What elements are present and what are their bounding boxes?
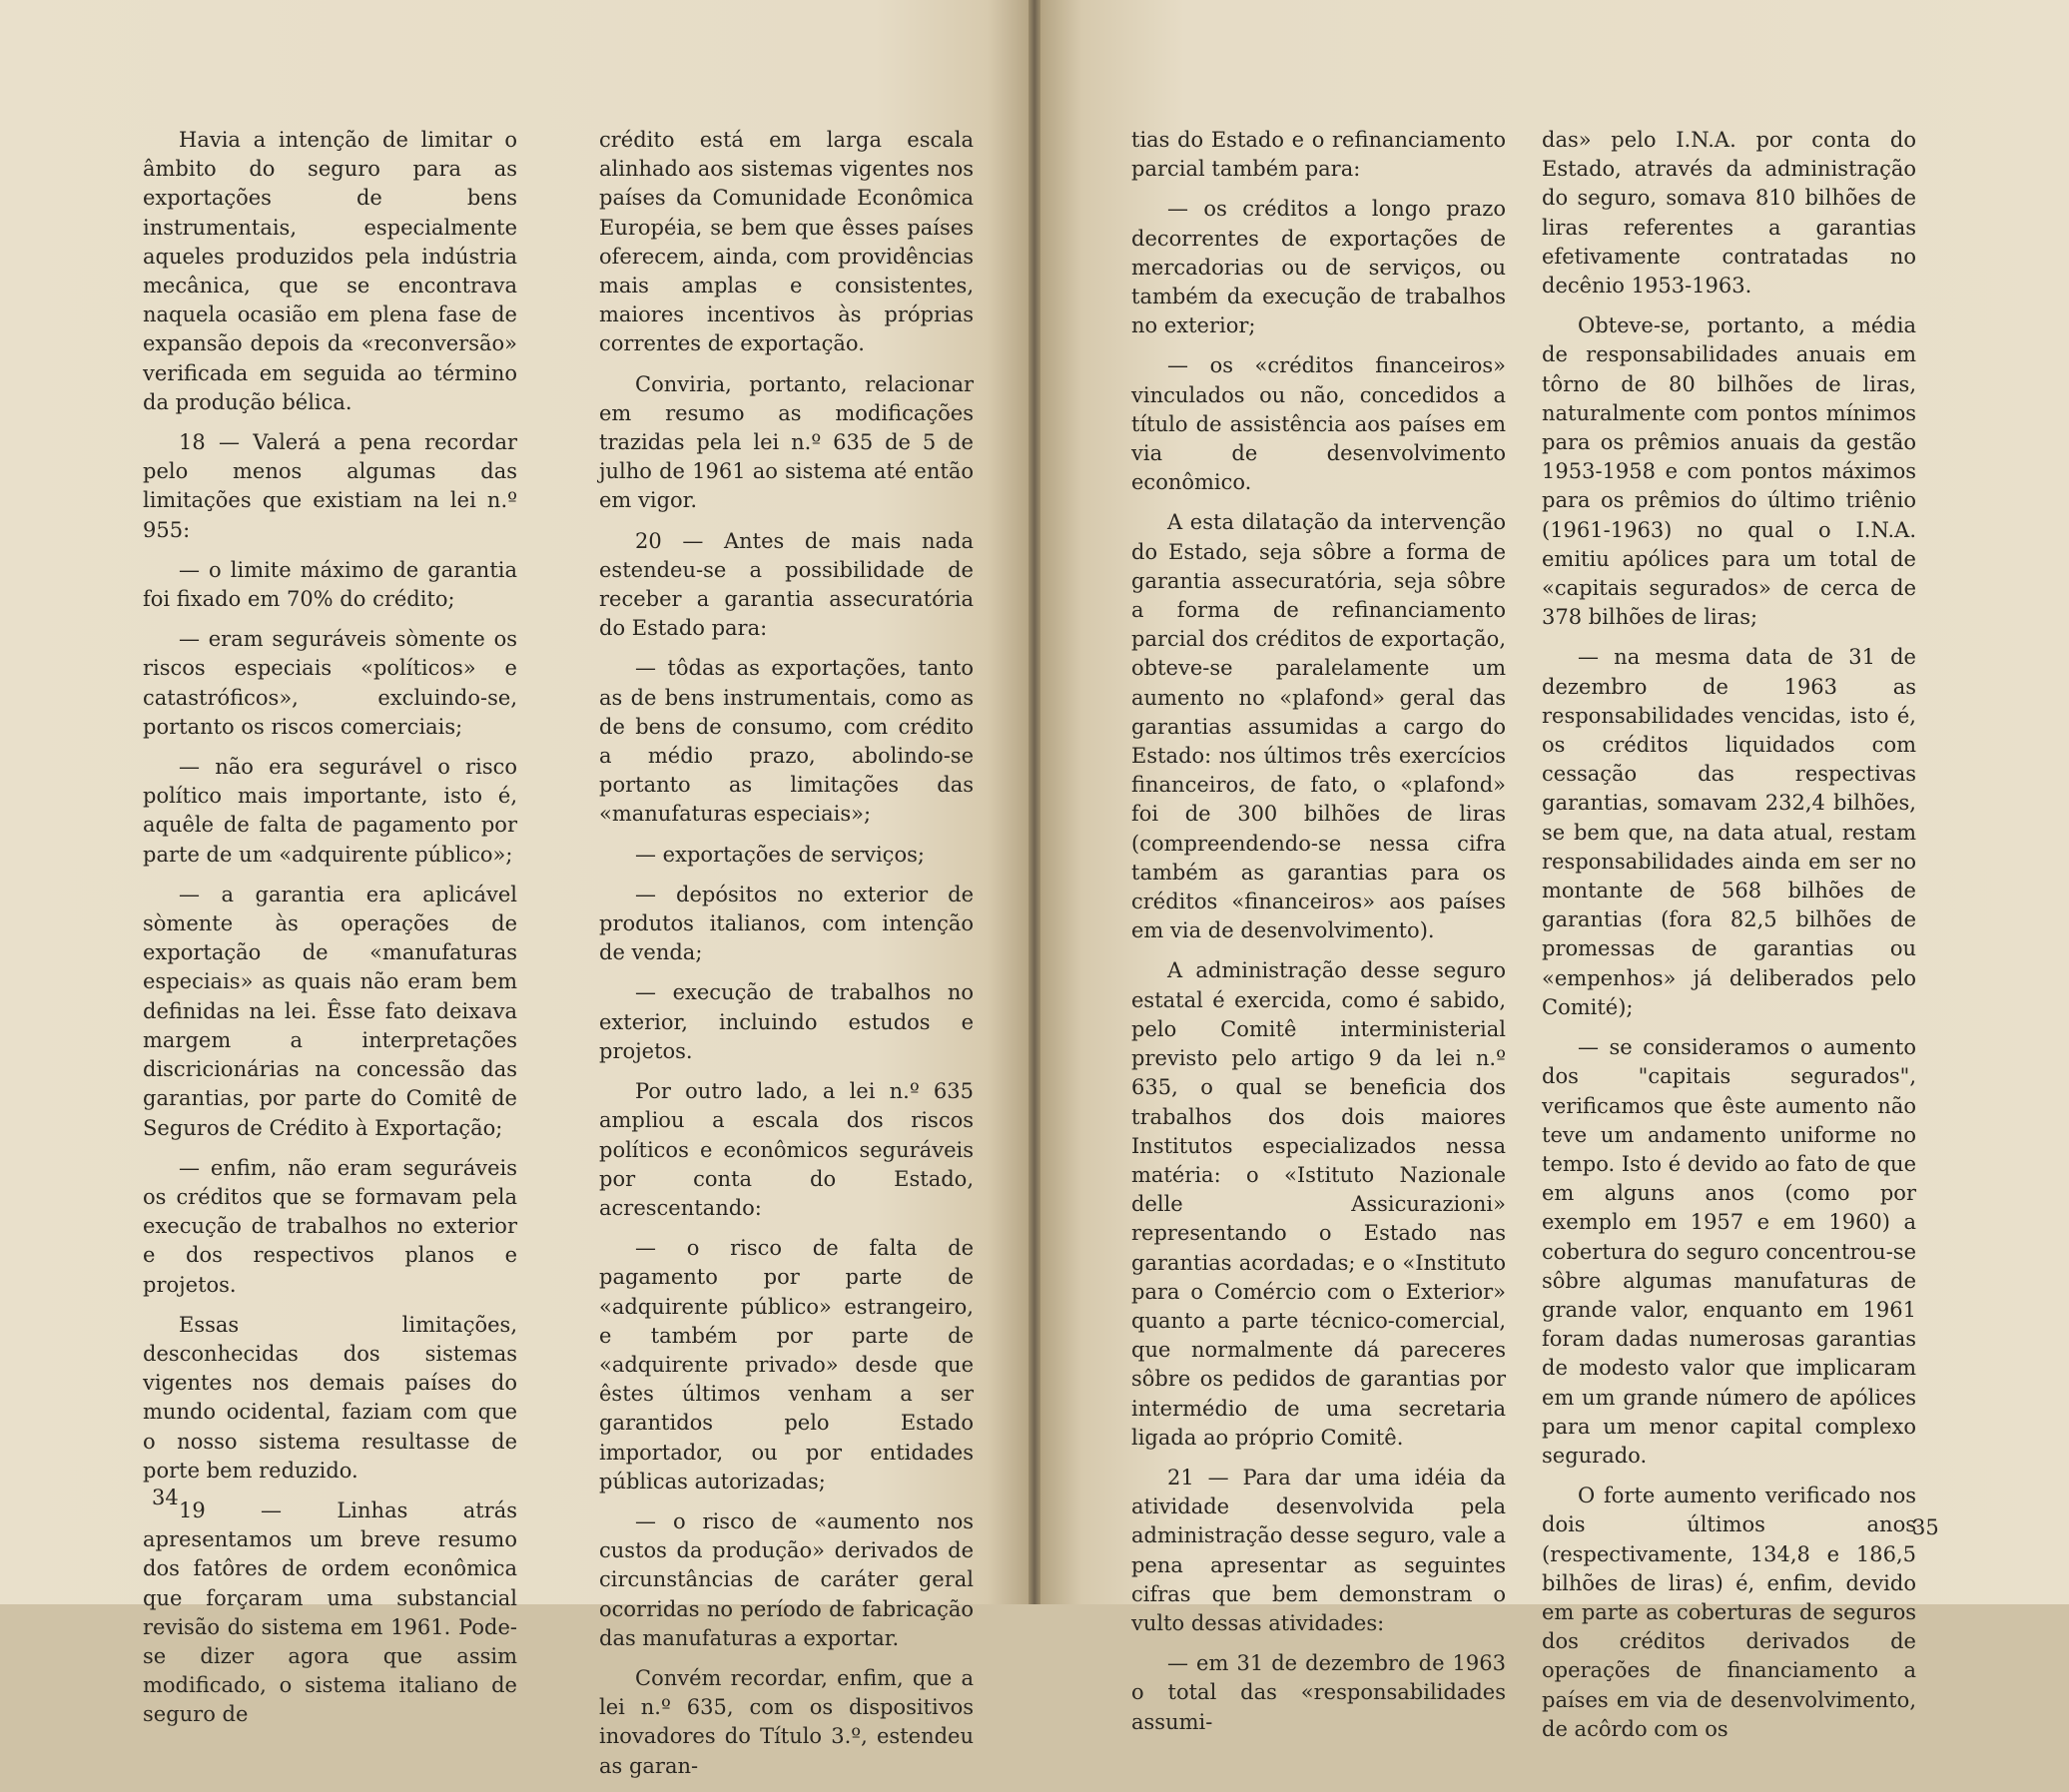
paragraph: Havia a intenção de limitar o âmbito do seguro para as exportações de bens instrumentais, especialmente aqueles produzidos pela indústria mecânica, que se encontrava naquela ocasião em plena fase de expansão depois da «reconversão» verificada em seguida ao término da produção bélica.	[143, 128, 517, 414]
paragraph: Obteve-se, portanto, a média de responsabilidades anuais em tôrno de 80 bilhões de liras, naturalmente com pontos mínimos para os prêmios anuais da gestão 1953-1958 e com pontos máximos para os prêmios do último triênio (1961-1963) no qual o I.N.A. emitiu apólices para um total de «capitais segurados» de cerca de 378 bilhões de liras;	[1542, 313, 1916, 630]
paragraph: O forte aumento verificado nos dois últimos anos (respectivamente, 134,8 e 186,5 bilhões de liras) é, enfim, devido em parte as coberturas de seguros dos créditos derivados de operações de financiamento a países em via de desenvolvimento, de acôrdo com os	[1542, 1484, 1916, 1741]
paragraph: A administração desse seguro estatal é exercida, como é sabido, pelo Comitê interministerial previsto pelo artigo 9 da lei n.º 635, o qual se beneficia dos trabalhos dos dois maiores Institutos especializados nessa matéria: o «Istituto Nazionale delle Assicurazioni» representando o Estado nas garantias acordadas; e o «Instituto para o Comércio com o Exterior» quanto a parte técnico-comercial, que normalmente dá pareceres sôbre os pedidos de garantias por intermédio de uma secretaria ligada ao próprio Comitê.	[1131, 958, 1506, 1450]
paragraph: 18 — Valerá a pena recordar pelo menos algumas das limitações que existiam na lei n.º 955:	[143, 430, 517, 542]
list-item: — execução de trabalhos no exterior, incluindo estudos e projetos.	[599, 980, 974, 1063]
left-page-column-1	[143, 126, 517, 1741]
paragraph: Conviria, portanto, relacionar em resumo as modificações trazidas pela lei n.º 635 de 5 de julho de 1961 ao sistema até então em vigor.	[599, 371, 974, 513]
paragraph: Convém recordar, enfim, que a lei n.º 635, com os dispositivos inovadores do Título 3.º, estendeu as garan-	[599, 1665, 974, 1778]
paragraph-continued: tias do Estado e o refinanciamento parcial também para:	[1131, 128, 1506, 182]
paragraph-continued: crédito está em larga escala alinhado aos sistemas vigentes nos países da Comunidade Econômica Européia, se bem que êsses países oferecem, ainda, com providências mais amplas e consistentes, maiores incentivos às próprias correntes de exportação.	[599, 128, 974, 356]
list-item: — na mesma data de 31 de dezembro de 1963 as responsabilidades vencidas, isto é, os créditos liquidados com cessação das respectivas garantias, somavam 232,4 bilhões, se bem que, na data atual, restam responsabilidades ainda em ser no montante de 568 bilhões de garantias (fora 82,5 bilhões de promessas de garantias ou «empenhos» já deliberados pelo Comité);	[1542, 645, 1916, 1019]
paragraph: A esta dilatação da intervenção do Estado, seja sôbre a forma de garantia assecuratória, seja sôbre a forma de refinanciamento parcial dos créditos de exportação, obteve-se paralelamente um aumento no «plafond» geral das garantias assumidas a cargo do Estado: nos últimos três exercícios financeiros, de fato, o «plafond» foi de 300 bilhões de liras (compreendendo-se nessa cifra também as garantias para os créditos «financeiros» aos países em via de desenvolvimento).	[1131, 510, 1506, 943]
page-number: 35	[1912, 1515, 1939, 1539]
list-item: — os «créditos financeiros» vinculados ou não, concedidos a título de assistência aos países em via de desenvolvimento econômico.	[1131, 353, 1506, 495]
paragraph: Por outro lado, a lei n.º 635 ampliou a escala dos riscos políticos e econômicos seguráveis por conta do Estado, acrescentando:	[599, 1079, 974, 1220]
list-item: — os créditos a longo prazo decorrentes de exportações de mercadorias ou de serviços, ou também da execução de trabalhos no exterior;	[1131, 197, 1506, 338]
left-page	[0, 0, 1029, 1778]
right-page	[1040, 0, 2069, 1741]
paragraph: Essas limitações, desconhecidas dos sistemas vigentes nos demais países do mundo ocidental, faziam com que o nosso sistema resultasse de porte bem reduzido.	[143, 1312, 517, 1483]
list-item: — eram seguráveis sòmente os riscos especiais «políticos» e catastróficos», excluindo-se, portanto os riscos comerciais;	[143, 627, 517, 739]
paragraph: 21 — Para dar uma idéia da atividade desenvolvida pela administração desse seguro, vale a pena apresentar as seguintes cifras que bem demonstram o vulto dessas atividades:	[1131, 1465, 1506, 1635]
page-number: 34	[152, 1486, 179, 1509]
list-item: — tôdas as exportações, tanto as de bens instrumentais, como as de bens de consumo, com crédito a médio prazo, abolindo-se portanto as limitações das «manufaturas especiais»;	[599, 656, 974, 827]
list-item: — não era segurável o risco político mais importante, isto é, aquêle de falta de pagamento por parte de um «adquirente público»;	[143, 755, 517, 867]
left-page-column-2	[599, 126, 974, 1792]
list-item: — o risco de «aumento nos custos da produção» derivados de circunstâncias de caráter geral ocorridas no período de fabricação das manufaturas a exportar.	[599, 1508, 974, 1650]
list-item: — em 31 de dezembro de 1963 o total das «responsabilidades assumi-	[1131, 1651, 1506, 1734]
list-item: — se consideramos o aumento dos "capitais segurados", verificamos que êste aumento não teve um andamento uniforme no tempo. Isto é devido ao fato de que em alguns anos (como por exemplo em 1957 e em 1960) a cobertura do seguro concentrou-se sôbre algumas manufaturas de grande valor, enquanto em 1961 foram dadas numerosas garantias de modesto valor que implicaram em um grande número de apólices para um menor capital complexo segurado.	[1542, 1035, 1916, 1468]
list-item: — exportações de serviços;	[635, 842, 925, 867]
list-item: — depósitos no exterior de produtos italianos, com intenção de venda;	[599, 882, 974, 965]
right-page-column-1	[1131, 126, 1506, 1748]
paragraph-continued: das» pelo I.N.A. por conta do Estado, através da administração do seguro, somava 810 bilhões de liras referentes a garantias efetivamente contratadas no decênio 1953-1963.	[1542, 128, 1916, 299]
right-page-column-2	[1542, 126, 1916, 1755]
paragraph: 19 — Linhas atrás apresentamos um breve resumo dos fatôres de ordem econômica que forçaram uma substancial revisão do sistema em 1961. Pode-se dizer agora que assim modificado, o sistema italiano de seguro de	[143, 1497, 517, 1727]
list-item: — o limite máximo de garantia foi fixado em 70% do crédito;	[143, 557, 517, 612]
list-item: — a garantia era aplicável sòmente às operações de exportação de «manufaturas especiais» as quais não eram bem definidas na lei. Êsse fato deixava margem a interpretações discricionárias na concessão das garantias, por parte do Comitê de Seguros de Crédito à Exportação;	[143, 882, 517, 1140]
list-item: — enfim, não eram seguráveis os créditos que se formavam pela execução de trabalhos no exterior e dos respectivos planos e projetos.	[143, 1155, 517, 1297]
paragraph: 20 — Antes de mais nada estendeu-se a possibilidade de receber a garantia assecuratória do Estado para:	[599, 528, 974, 641]
book-gutter	[1029, 0, 1040, 1604]
list-item: — o risco de falta de pagamento por parte de «adquirente público» estrangeiro, e também por parte de «adquirente privado» desde que êstes últimos venham a ser garantidos pelo Estado importador, ou por entidades públicas autorizadas;	[599, 1236, 974, 1493]
